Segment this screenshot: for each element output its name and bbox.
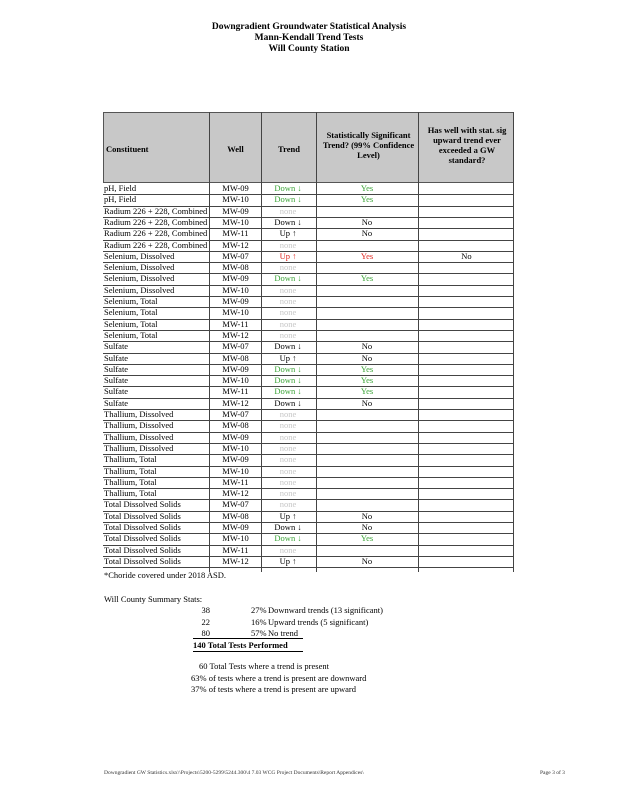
constituent-cell: Total Dissolved Solids: [104, 522, 181, 532]
significant-cell: No: [361, 341, 373, 352]
table-row: [103, 330, 514, 341]
significant-cell: Yes: [360, 363, 374, 374]
trend-cell: Down ↓: [274, 397, 302, 408]
constituent-cell: Thallium, Total: [104, 465, 157, 476]
table-row: [103, 432, 514, 443]
well-cell: MW-12: [222, 239, 249, 250]
well-cell: MW-10: [222, 194, 249, 205]
table-row: [103, 375, 514, 386]
well-cell: MW-12: [222, 397, 249, 408]
upward-share: 37% of tests where a trend is present are upward: [191, 684, 356, 694]
table-row: [103, 420, 514, 431]
well-cell: MW-08: [222, 510, 249, 521]
trend-cell: Down ↓: [274, 273, 302, 284]
trend-cell: Down ↓: [274, 183, 302, 193]
trend-table: [103, 112, 514, 572]
constituent-cell: Selenium, Total: [104, 296, 158, 306]
trend-cell: Down ↓: [274, 386, 302, 397]
trend-cell: Down ↓: [274, 375, 302, 386]
trend-cell: Down ↓: [274, 522, 302, 532]
summary-count: 80: [201, 628, 210, 638]
table-row: [103, 533, 514, 544]
trend-cell: none: [279, 488, 297, 499]
well-cell: MW-10: [222, 533, 249, 544]
table-row: [103, 477, 514, 488]
well-cell: MW-09: [222, 273, 249, 284]
trend-cell: none: [279, 307, 297, 318]
row-divider: [103, 567, 514, 568]
table-row: [103, 251, 514, 262]
table-row: [103, 499, 514, 510]
well-cell: MW-11: [222, 318, 249, 329]
table-row: [103, 364, 514, 375]
col-header-constituent: Constituent: [103, 112, 210, 183]
well-cell: MW-09: [222, 296, 249, 306]
well-cell: MW-10: [222, 307, 249, 318]
trend-cell: Down ↓: [274, 341, 302, 352]
well-cell: MW-08: [222, 420, 249, 431]
table-row: [103, 285, 514, 296]
constituent-cell: Total Dissolved Solids: [104, 533, 181, 544]
trend-cell: none: [279, 329, 297, 340]
constituent-cell: Selenium, Total: [104, 307, 158, 318]
summary-label: Downward trends (13 significant): [268, 605, 383, 615]
constituent-cell: Total Dissolved Solids: [104, 544, 181, 555]
significant-cell: Yes: [360, 533, 374, 544]
significant-cell: No: [361, 510, 373, 521]
trend-cell: Up ↑: [279, 352, 297, 363]
well-cell: MW-07: [222, 409, 249, 419]
trend-cell: Up ↑: [279, 555, 297, 566]
trend-cell: Up ↑: [279, 250, 297, 261]
summary-label: No trend: [268, 628, 298, 638]
trend-cell: none: [279, 465, 297, 476]
table-row: [103, 511, 514, 522]
well-cell: MW-10: [222, 284, 249, 295]
significant-cell: No: [361, 522, 373, 532]
table-row: [103, 466, 514, 477]
constituent-cell: Total Dissolved Solids: [104, 510, 181, 521]
significant-cell: Yes: [360, 194, 374, 205]
col-header-well: Well: [209, 112, 262, 183]
constituent-cell: Sulfate: [104, 397, 129, 408]
well-cell: MW-07: [222, 499, 249, 510]
significant-cell: No: [361, 555, 373, 566]
significant-cell: Yes: [360, 183, 374, 193]
trend-cell: none: [279, 284, 297, 295]
exceeded-cell: No: [461, 250, 472, 261]
table-row: [103, 228, 514, 239]
table-row: [103, 341, 514, 352]
significant-cell: No: [361, 216, 373, 227]
well-cell: MW-11: [222, 386, 249, 397]
table-row: [103, 409, 514, 420]
trend-cell: Up ↑: [279, 228, 297, 239]
constituent-cell: Thallium, Dissolved: [104, 409, 174, 419]
well-cell: MW-12: [222, 555, 249, 566]
well-cell: MW-07: [222, 250, 249, 261]
constituent-cell: Selenium, Total: [104, 318, 158, 329]
table-row: [103, 183, 514, 194]
well-cell: MW-09: [222, 363, 249, 374]
downward-share: 63% of tests where a trend is present are downward: [191, 673, 367, 683]
summary-percent: 57%: [251, 628, 267, 638]
trend-cell: none: [279, 431, 297, 442]
significant-cell: Yes: [360, 386, 374, 397]
table-row: [103, 398, 514, 409]
well-cell: MW-08: [222, 352, 249, 363]
report-title: Downgradient Groundwater Statistical Analysis: [211, 22, 407, 32]
trend-cell: none: [279, 409, 297, 419]
significant-cell: Yes: [360, 375, 374, 386]
constituent-cell: pH, Field: [104, 194, 137, 205]
col-header-exceeded: Has well with stat. sig upward trend ever exceeded a GW standard?: [418, 112, 514, 183]
summary-count: 38: [201, 605, 210, 615]
well-cell: MW-10: [222, 465, 249, 476]
summary-percent: 16%: [251, 617, 267, 627]
table-row: [103, 296, 514, 307]
table-row: [103, 556, 514, 567]
footnote: *Choride covered under 2018 ASD.: [104, 570, 227, 580]
summary-percent: 27%: [251, 605, 267, 615]
well-cell: MW-11: [222, 228, 249, 239]
table-row: [103, 545, 514, 556]
constituent-cell: Sulfate: [104, 363, 129, 374]
constituent-cell: pH, Field: [104, 183, 137, 193]
constituent-cell: Radium 226 + 228, Combined: [104, 216, 208, 227]
well-cell: MW-09: [222, 183, 249, 193]
table-row: [103, 353, 514, 364]
col-header-significant: Statistically Significant Trend? (99% Confidence Level): [316, 112, 419, 183]
constituent-cell: Selenium, Total: [104, 329, 158, 340]
trend-cell: Down ↓: [274, 216, 302, 227]
well-cell: MW-09: [222, 522, 249, 532]
file-path: Downgradient GW Statistics.xlsx\\Projects\5200-5299\5244.300\4 7.03 WCG Project Documents\Report Appendices\: [104, 770, 364, 776]
significant-cell: No: [361, 352, 373, 363]
table-row: [103, 443, 514, 454]
summary-divider: [193, 651, 303, 652]
constituent-cell: Selenium, Dissolved: [104, 273, 175, 284]
well-cell: MW-09: [222, 205, 249, 216]
well-cell: MW-09: [222, 454, 249, 465]
constituent-cell: Sulfate: [104, 341, 129, 352]
constituent-cell: Sulfate: [104, 386, 129, 397]
table-row: [103, 194, 514, 205]
constituent-cell: Selenium, Dissolved: [104, 284, 175, 295]
well-cell: MW-12: [222, 488, 249, 499]
summary-count: 22: [201, 617, 210, 627]
table-row: [103, 217, 514, 228]
well-cell: MW-08: [222, 262, 249, 273]
total-tests: 140 Total Tests Performed: [193, 640, 288, 650]
constituent-cell: Total Dissolved Solids: [104, 499, 181, 510]
trend-present-count: 60 Total Tests where a trend is present: [199, 661, 329, 671]
table-row: [103, 262, 514, 273]
trend-cell: Down ↓: [274, 194, 302, 205]
constituent-cell: Thallium, Total: [104, 476, 157, 487]
trend-cell: Down ↓: [274, 363, 302, 374]
well-cell: MW-11: [222, 476, 249, 487]
table-row: [103, 522, 514, 533]
summary-title: Will County Summary Stats:: [104, 594, 203, 604]
well-cell: MW-10: [222, 216, 249, 227]
well-cell: MW-07: [222, 341, 249, 352]
summary-label: Upward trends (5 significant): [268, 617, 369, 627]
significant-cell: No: [361, 228, 373, 239]
table-row: [103, 454, 514, 465]
trend-cell: none: [279, 262, 297, 273]
trend-cell: Down ↓: [274, 533, 302, 544]
significant-cell: No: [361, 397, 373, 408]
well-cell: MW-10: [222, 375, 249, 386]
well-cell: MW-10: [222, 442, 249, 453]
trend-cell: none: [279, 499, 297, 510]
report-subtitle: Mann-Kendall Trend Tests: [254, 33, 364, 43]
constituent-cell: Sulfate: [104, 352, 129, 363]
constituent-cell: Radium 226 + 228, Combined: [104, 205, 208, 216]
table-row: [103, 319, 514, 330]
constituent-cell: Total Dissolved Solids: [104, 555, 181, 566]
table-row: [103, 488, 514, 499]
significant-cell: Yes: [360, 250, 374, 261]
table-row: [103, 240, 514, 251]
table-row: [103, 206, 514, 217]
trend-cell: none: [279, 442, 297, 453]
trend-cell: none: [279, 454, 297, 465]
summary-divider: [193, 638, 303, 639]
constituent-cell: Selenium, Dissolved: [104, 250, 175, 261]
significant-cell: Yes: [360, 273, 374, 284]
constituent-cell: Thallium, Dissolved: [104, 442, 174, 453]
constituent-cell: Thallium, Total: [104, 454, 157, 465]
constituent-cell: Thallium, Dissolved: [104, 420, 174, 431]
well-cell: MW-11: [222, 544, 249, 555]
trend-cell: none: [279, 544, 297, 555]
constituent-cell: Thallium, Dissolved: [104, 431, 174, 442]
well-cell: MW-12: [222, 329, 249, 340]
constituent-cell: Sulfate: [104, 375, 129, 386]
trend-cell: none: [279, 318, 297, 329]
table-row: [103, 307, 514, 318]
trend-cell: none: [279, 476, 297, 487]
trend-cell: none: [279, 420, 297, 431]
well-cell: MW-09: [222, 431, 249, 442]
table-row: [103, 273, 514, 284]
trend-cell: none: [279, 296, 297, 306]
table-row: [103, 386, 514, 397]
trend-cell: Up ↑: [279, 510, 297, 521]
constituent-cell: Radium 226 + 228, Combined: [104, 228, 208, 239]
page-number: Page 3 of 3: [540, 770, 565, 776]
trend-cell: none: [279, 239, 297, 250]
constituent-cell: Thallium, Total: [104, 488, 157, 499]
station-name: Will County Station: [268, 44, 350, 54]
trend-cell: none: [279, 205, 297, 216]
constituent-cell: Selenium, Dissolved: [104, 262, 175, 273]
col-header-trend: Trend: [261, 112, 317, 183]
constituent-cell: Radium 226 + 228, Combined: [104, 239, 208, 250]
